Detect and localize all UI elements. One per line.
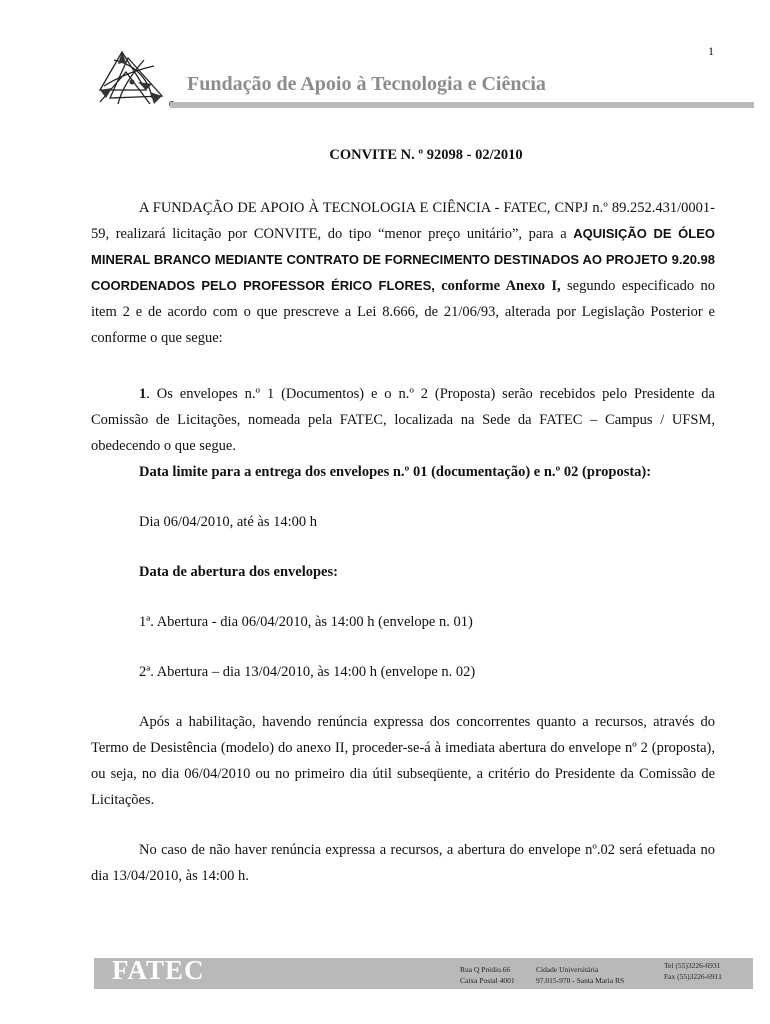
fatec-logo-icon bbox=[92, 46, 176, 112]
footer-fax: Fax (55)3226-6911 bbox=[664, 972, 722, 981]
footer-phones bbox=[664, 960, 722, 982]
footer-address-line1: Rua Q Prédio.66 bbox=[460, 965, 511, 974]
header-divider bbox=[170, 102, 754, 108]
organization-name: Fundação de Apoio à Tecnologia e Ciência bbox=[187, 73, 546, 95]
deadline-value: Dia 06/04/2010, até às 14:00 h bbox=[139, 514, 318, 530]
document-body bbox=[91, 195, 715, 889]
deadline-label: Data limite para a entrega dos envelopes n.º 01 (documentação) e n.º 02 (proposta): bbox=[139, 464, 652, 480]
recursos-paragraph: No caso de não haver renúncia expressa a recursos, a abertura do envelope nº.02 será efetuada no dia 13/04/2010, às 14:00 h. bbox=[91, 842, 715, 884]
intro-text: A FUNDAÇÃO DE APOIO À TECNOLOGIA E CIÊNCIA - FATEC, CNPJ n.º 89.252.431/0001-59, realizará licitação por CONVITE, do tipo “menor preço unitário”, para a bbox=[91, 200, 715, 242]
item-1-number: 1 bbox=[139, 386, 147, 402]
habilitacao-paragraph: Após a habilitação, havendo renúncia expressa dos concorrentes quanto a recursos, através do Termo de Desistência (modelo) do anexo II, proceder-se-á à imediata abertura do envelope nº 2 (proposta), ou seja, no dia 06/04/2010 ou no primeiro dia útil subseqüente, a critério do Presidente da Comissão de Licitações. bbox=[91, 714, 715, 808]
object-description: AQUISIÇÃO DE ÓLEO MINERAL BRANCO MEDIANTE CONTRATO DE FORNECIMENTO DESTINADOS AO PROJETO 9.20.98 COORDENADOS PELO PROFESSOR ÉRICO FLORES, bbox=[91, 226, 715, 293]
opening-label: Data de abertura dos envelopes: bbox=[139, 564, 338, 580]
opening-first: 1ª. Abertura - dia 06/04/2010, às 14:00 h (envelope n. 01) bbox=[139, 614, 473, 630]
intro-text-end: segundo especificado no item 2 e de acordo com o que prescreve a Lei 8.666, de 21/06/93, alterada por Legislação Posterior e conforme o que segue: bbox=[91, 278, 716, 346]
footer-brand: FATEC bbox=[112, 955, 205, 985]
footer-city bbox=[536, 964, 624, 986]
item-1-paragraph bbox=[91, 381, 715, 459]
footer-city-line2: 97.015-970 - Santa Maria RS bbox=[536, 976, 625, 985]
document-title: CONVITE N. º 92098 - 02/2010 bbox=[329, 147, 523, 163]
footer-address bbox=[460, 964, 515, 986]
opening-second: 2ª. Abertura – dia 13/04/2010, às 14:00 h (envelope n. 02) bbox=[139, 664, 476, 680]
page-number: 1 bbox=[708, 44, 714, 58]
footer-address-line2: Caixa Postal 4001 bbox=[460, 976, 515, 985]
item-1-text: . Os envelopes n.º 1 (Documentos) e o n.º 2 (Proposta) serão recebidos pelo Presidente da Comissão de Licitações, nomeada pela FATEC, localizada na Sede da FATEC – Campus / UFSM, obedecendo o que segue. bbox=[91, 386, 715, 454]
footer-tel: Tel (55)3226-6931 bbox=[664, 961, 721, 970]
annex-reference: conforme Anexo I, bbox=[434, 278, 561, 294]
intro-paragraph bbox=[91, 195, 715, 351]
footer-city-line1: Cidade Universitária bbox=[536, 965, 599, 974]
